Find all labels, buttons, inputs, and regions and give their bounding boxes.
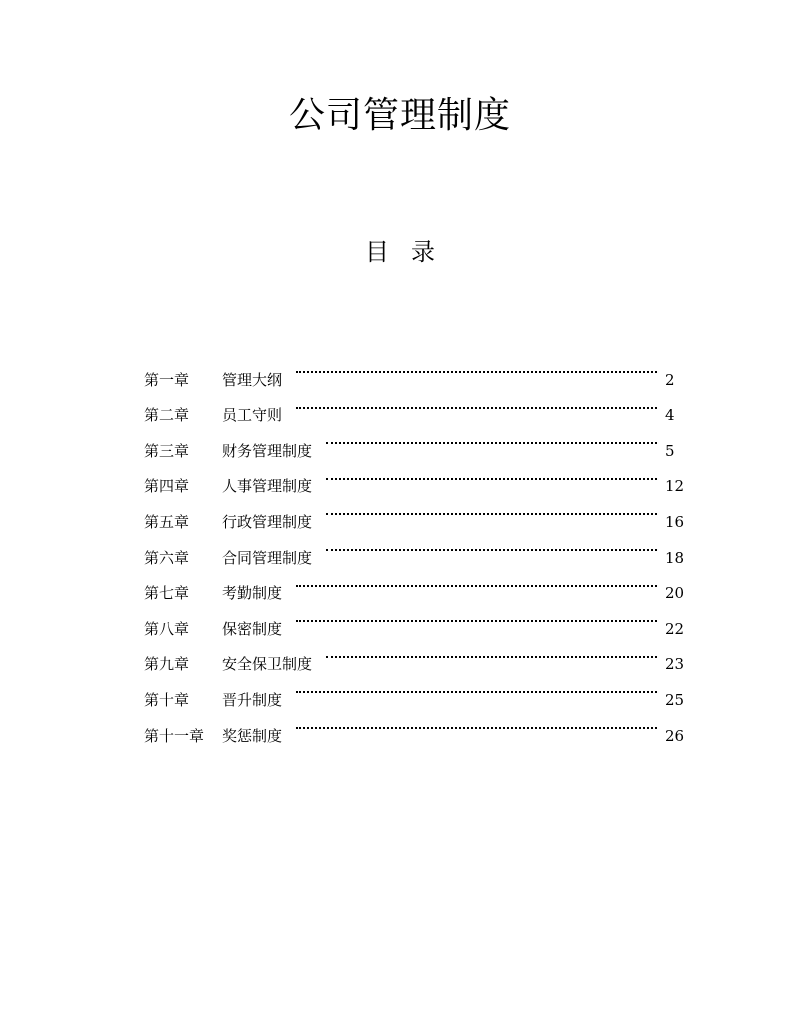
toc-leader-dots bbox=[326, 527, 657, 563]
page-title: 公司管理制度 bbox=[288, 95, 511, 136]
toc-chapter-name: 人事管理制度 bbox=[222, 477, 313, 496]
toc-page-number: 20 bbox=[665, 584, 685, 603]
toc-heading-left: 目 bbox=[365, 238, 389, 266]
toc-chapter-name: 财务管理制度 bbox=[222, 441, 313, 460]
toc-leader-dots bbox=[296, 385, 657, 421]
toc-chapter-name: 管理大纲 bbox=[222, 370, 283, 389]
toc-chapter-name: 奖惩制度 bbox=[222, 726, 283, 745]
toc-page-number: 18 bbox=[665, 548, 685, 567]
toc-page-number: 16 bbox=[665, 512, 685, 531]
toc-chapter-label: 第六章 bbox=[144, 548, 190, 567]
toc-chapter-label: 第五章 bbox=[144, 512, 190, 531]
toc-leader-dots bbox=[296, 563, 657, 599]
toc-leader-dots bbox=[326, 456, 657, 492]
toc-chapter-name: 保密制度 bbox=[222, 619, 283, 638]
toc-chapter-name: 员工守则 bbox=[222, 406, 283, 425]
toc-chapter-label: 第八章 bbox=[144, 619, 190, 638]
toc-leader-dots bbox=[326, 634, 657, 670]
toc-leader-dots bbox=[326, 420, 657, 456]
toc-page-number: 23 bbox=[665, 655, 685, 674]
table-of-contents bbox=[144, 349, 689, 745]
toc-page-number: 12 bbox=[665, 477, 685, 496]
toc-heading-right: 录 bbox=[411, 238, 435, 266]
toc-chapter-label: 第十一章 bbox=[144, 726, 205, 745]
toc-leader-dots bbox=[326, 491, 657, 527]
toc-page-number: 26 bbox=[665, 726, 685, 745]
toc-chapter-name: 合同管理制度 bbox=[222, 548, 313, 567]
toc-chapter-label: 第二章 bbox=[144, 406, 190, 425]
toc-chapter-name: 行政管理制度 bbox=[222, 512, 313, 531]
toc-chapter-label: 第九章 bbox=[144, 655, 190, 674]
toc-chapter-label: 第四章 bbox=[144, 477, 190, 496]
toc-leader-dots bbox=[296, 669, 657, 705]
toc-chapter-name: 晋升制度 bbox=[222, 690, 283, 709]
toc-chapter-label: 第十章 bbox=[144, 690, 190, 709]
toc-chapter-name: 考勤制度 bbox=[222, 584, 283, 603]
toc-chapter-label: 第七章 bbox=[144, 584, 190, 603]
toc-heading bbox=[0, 234, 800, 270]
toc-page-number: 4 bbox=[665, 406, 675, 425]
toc-page-number: 25 bbox=[665, 690, 685, 709]
toc-leader-dots bbox=[296, 349, 657, 385]
toc-entry[interactable] bbox=[144, 349, 689, 389]
toc-page-number: 22 bbox=[665, 619, 685, 638]
toc-chapter-name: 安全保卫制度 bbox=[222, 655, 313, 674]
toc-chapter-label: 第三章 bbox=[144, 441, 190, 460]
toc-page-number: 2 bbox=[665, 370, 675, 389]
toc-page-number: 5 bbox=[665, 441, 675, 460]
toc-leader-dots bbox=[296, 705, 657, 741]
toc-chapter-label: 第一章 bbox=[144, 370, 190, 389]
toc-leader-dots bbox=[296, 598, 657, 634]
